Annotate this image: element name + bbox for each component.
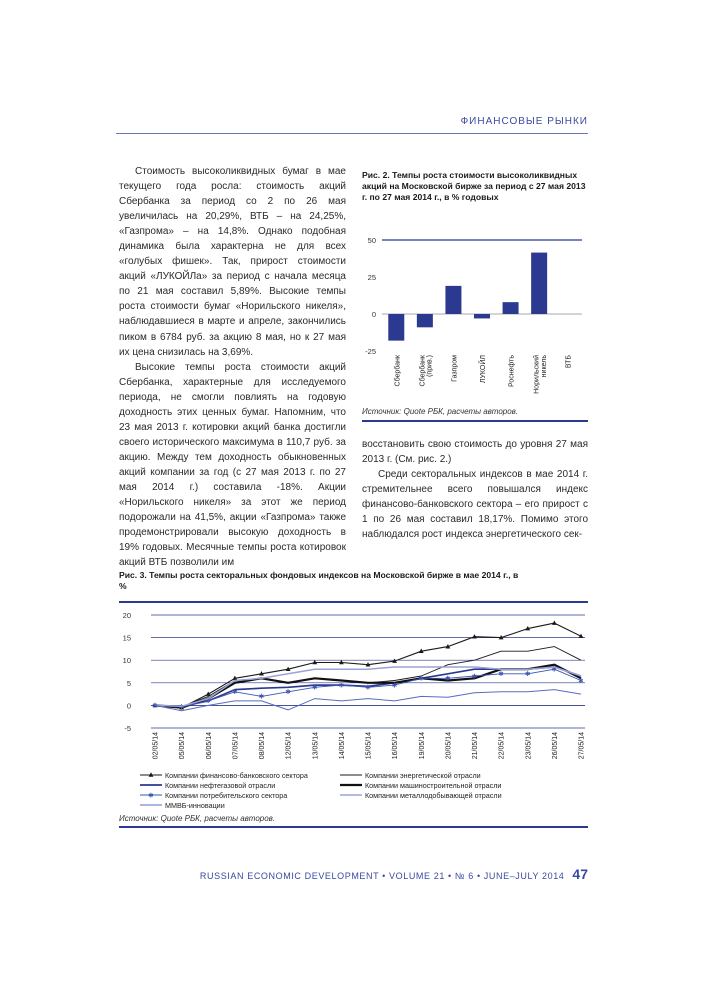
data-point: ✱ [178, 704, 185, 712]
y-tick-label: -25 [365, 347, 376, 356]
data-point: ✱ [525, 671, 531, 679]
x-tick-label: 16/05/14 [392, 732, 400, 760]
x-tick-label: 14/05/14 [338, 732, 346, 760]
page-footer [200, 866, 588, 882]
y-tick-label: 10 [122, 656, 131, 666]
series-line [155, 647, 584, 707]
legend-swatch [340, 770, 362, 780]
legend-label: ММВБ-инновации [165, 800, 225, 810]
paragraph: Стоимость высоколиквидных бумаг в мае текущего года росла: стоимость акций Сбербанка за период со 2 по 26 мая увеличилась на 20,29%, ВТБ – на 24,25%, «Газпрома» – на 14,8%. Однако подобная динамика была характерна не для всех «голубых фишек». Так, прирост стоимости акций «ЛУКОЙЛа» за период с начала месяца по 21 мая составил 5,89%. Высокие темпы роста стоимости бумаг «Норильского никеля», наблюдавшиеся в марте и апреле, закончились пиком в 6784 руб. за акцию 8 мая, но к 27 мая их цена снизилась на 3,69%. [119, 166, 346, 358]
data-point [552, 621, 557, 625]
paragraph: Высокие темпы роста стоимости акций Сбербанка, характерные для исследуемого периода, не смогли повлиять на годовую доходность этих ценных бумаг. Напомним, что 23 мая 2013 г. котировки акций банка достигли своего исторического максимума в 110,7 руб. за акцию. Между тем доходность обыкновенных акций компании за год (с 27 мая 2013 г. по 27 мая 2014 г.) составила -18%. Акции «Норильского никеля» за этот же период подорожали на 41,5%, акции «Газпрома» также продемонстрировали высокую доходность в 19% годовых. Месячные темпы роста котировок акций ВТБ позволили им [119, 361, 346, 569]
journal-info: RUSSIAN ECONOMIC DEVELOPMENT • VOLUME 21 • № 6 • JUNE–JULY 2014 [199, 871, 565, 881]
legend-item [140, 790, 287, 800]
data-point: ✱ [498, 671, 504, 679]
figure-3-line-chart [119, 606, 588, 768]
y-tick-label: 15 [122, 633, 131, 643]
data-point: ✱ [232, 689, 238, 697]
legend-swatch [140, 780, 162, 790]
bar [474, 314, 490, 318]
data-point: ✱ [205, 698, 211, 706]
legend-label: Компании потребительского сектора [165, 790, 288, 800]
legend-item [340, 770, 481, 780]
source-text: Источник: Quote РБК, расчеты авторов. [119, 814, 276, 823]
y-tick-label: 25 [367, 273, 376, 282]
header-divider [116, 133, 588, 134]
bar [445, 286, 461, 314]
paragraph: восстановить свою стоимость до уровня 27 мая 2013 г. (См. рис. 2.) [362, 439, 588, 466]
x-tick-label: 26/05/14 [551, 732, 559, 760]
data-point: ✱ [312, 684, 318, 692]
data-point: ✱ [445, 675, 451, 683]
bar [388, 314, 404, 341]
data-point: ✱ [338, 682, 345, 690]
legend-label: Компании энергетической отрасли [365, 770, 481, 780]
y-tick-label: 0 [371, 310, 376, 319]
figure-2-bottom-rule [362, 420, 588, 422]
figure-3-bottom-rule [119, 826, 588, 828]
y-tick-label: 20 [122, 611, 131, 620]
x-tick-label: 06/05/14 [205, 732, 213, 760]
data-point: ✱ [471, 673, 478, 681]
legend-label: Компании нефтегазовой отрасли [165, 780, 276, 790]
x-tick-label: 05/05/14 [179, 732, 187, 760]
x-tick-label: 13/05/14 [312, 732, 320, 760]
svg-text:✱: ✱ [148, 792, 154, 800]
right-text-column [362, 437, 588, 542]
figure-2-source [362, 407, 518, 416]
figure-3-top-rule [119, 601, 588, 603]
x-tick-label: ЛУКОЙЛ [480, 355, 487, 384]
legend-swatch [140, 790, 162, 800]
x-tick-label: ВТБ [565, 355, 573, 369]
left-text-column [119, 164, 346, 570]
figure-3-source [119, 814, 275, 823]
page-number: 47 [572, 866, 588, 882]
figure-2-caption: Рис. 2. Темпы роста стоимости высоколиквидных акций на Московской бирже за период с 27 мая 2013 г. по 27 мая 2014 г., в % годовых [362, 170, 586, 202]
data-point: ✱ [152, 702, 158, 710]
x-tick-label: 12/05/14 [285, 732, 293, 760]
x-tick-label: 22/05/14 [498, 732, 506, 760]
data-point: ✱ [391, 682, 398, 690]
x-tick-label: Сбербанк [394, 355, 402, 387]
legend-label: Компании машиностроительной отрасли [365, 780, 502, 790]
x-tick-label: Сбербанк(прив.) [419, 355, 434, 387]
legend-item [340, 780, 501, 790]
x-tick-label: 21/05/14 [472, 732, 479, 760]
legend-swatch [340, 780, 362, 790]
x-tick-label: Роснефть [508, 355, 516, 387]
bar [531, 253, 547, 314]
legend-item [140, 780, 275, 790]
bar [503, 302, 519, 314]
legend-swatch [140, 770, 162, 780]
x-tick-label: 23/05/14 [525, 732, 533, 760]
legend-swatch [340, 790, 362, 800]
y-tick-label: 5 [126, 678, 131, 688]
bar [417, 314, 433, 327]
paragraph: Среди секторальных индексов в мае 2014 г. стремительнее всего повышался индекс финансово-банковского сектора – его прирост с 1 по 26 мая составил 18,17%. Помимо этого наблюдался рост индекса энергетического сек- [362, 469, 588, 541]
x-tick-label: 07/05/14 [232, 732, 240, 760]
x-tick-label: Норильскийникель [533, 355, 548, 394]
legend-item [340, 790, 502, 800]
legend-label: Компании металлодобывающей отрасли [365, 790, 502, 800]
data-point: ✱ [578, 677, 584, 685]
data-point: ✱ [365, 684, 371, 692]
x-tick-label: 02/05/14 [152, 732, 160, 760]
x-tick-label: 19/05/14 [418, 732, 426, 760]
legend-swatch [140, 800, 162, 810]
y-tick-label: -5 [124, 724, 131, 733]
legend-label: Компании финансово-банковского сектора [165, 770, 308, 780]
figure-3-caption: Рис. 3. Темпы роста секторальных фондовых индексов на Московской бирже в мае 2014 г., в % [119, 570, 519, 591]
section-title: ФИНАНСОВЫЕ РЫНКИ [460, 116, 588, 127]
x-tick-label: 20/05/14 [445, 732, 453, 760]
x-tick-label: 15/05/14 [365, 732, 373, 760]
y-tick-label: 0 [126, 701, 131, 711]
data-point: ✱ [418, 675, 424, 683]
data-point: ✱ [285, 689, 291, 697]
legend-item [140, 770, 308, 780]
y-tick-label: 50 [367, 236, 376, 245]
source-text: Источник: Quote РБК, расчеты авторов. [362, 407, 519, 416]
legend-item [140, 800, 225, 810]
x-tick-label: 08/05/14 [259, 732, 266, 760]
figure-2-bar-chart [362, 226, 588, 402]
x-tick-label: Газпром [451, 355, 459, 382]
data-point: ✱ [258, 693, 265, 701]
data-point: ✱ [551, 666, 558, 674]
x-tick-label: 27/05/14 [578, 732, 586, 760]
